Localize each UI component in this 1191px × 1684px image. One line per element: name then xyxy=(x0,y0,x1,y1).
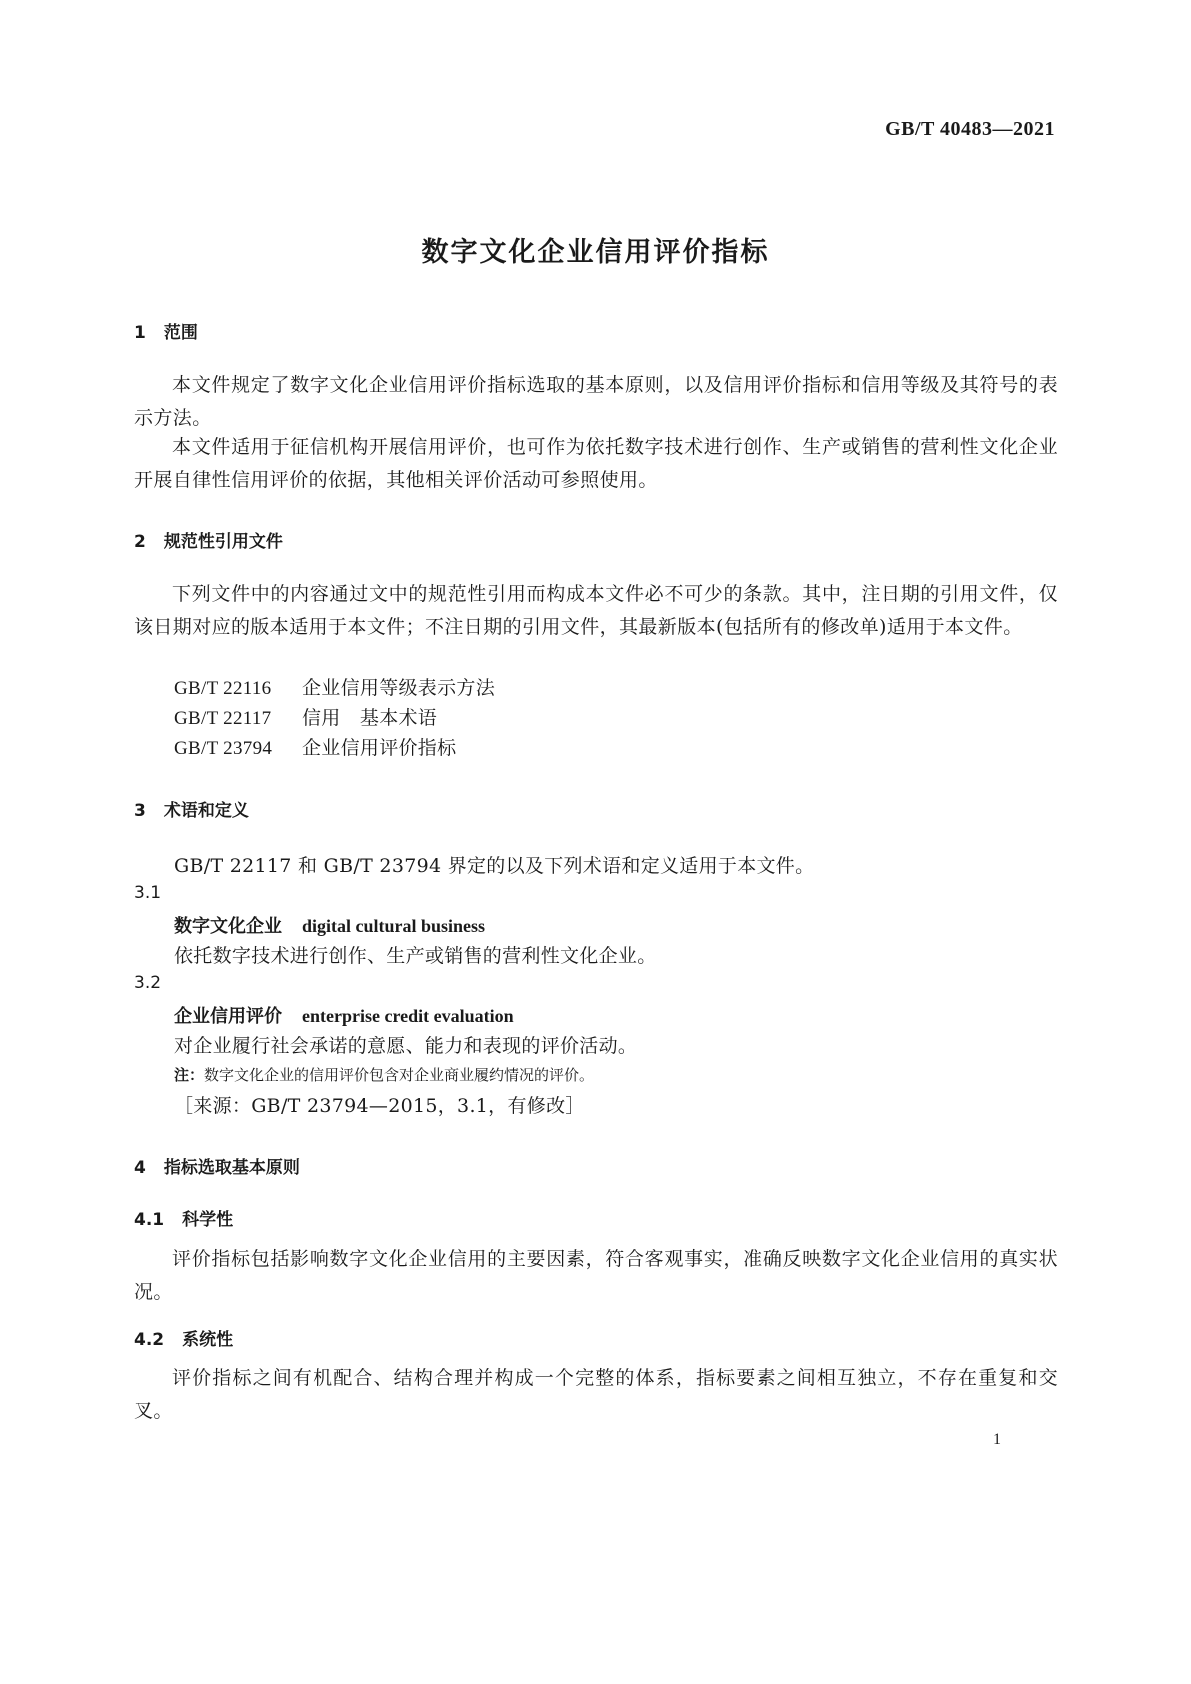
section-number: 3 xyxy=(134,801,146,821)
term-definition: 对企业履行社会承诺的意愿、能力和表现的评价活动。 xyxy=(174,1035,638,1057)
paragraph: 评价指标之间有机配合、结构合理并构成一个完整的体系，指标要素之间相互独立，不存在重复和交叉。 xyxy=(134,1367,1058,1422)
term-en: enterprise credit evaluation xyxy=(302,1006,514,1026)
term-source: ［来源：GB/T 23794—2015，3.1，有修改］ xyxy=(174,1095,585,1117)
section-title: 指标选取基本原则 xyxy=(163,1158,300,1178)
paragraph: 本文件规定了数字文化企业信用评价指标选取的基本原则，以及信用评价指标和信用等级及其符号的表示方法。 xyxy=(134,374,1058,429)
term-en: digital cultural business xyxy=(302,916,486,936)
reference-code: GB/T 22117 xyxy=(174,708,272,729)
reference-title: 企业信用等级表示方法 xyxy=(302,677,496,699)
section-title: 系统性 xyxy=(182,1330,234,1350)
term-number: 3.1 xyxy=(134,883,162,903)
term-entry xyxy=(174,912,485,938)
term-zh: 数字文化企业 xyxy=(174,916,282,937)
standard-number: GB/T 40483—2021 xyxy=(885,118,1055,140)
reference-item xyxy=(174,733,456,760)
section-title: 科学性 xyxy=(182,1210,234,1230)
note-label: 注： xyxy=(174,1066,205,1084)
section-number: 1 xyxy=(134,323,146,343)
reference-code: GB/T 22116 xyxy=(174,678,272,699)
page-number: 1 xyxy=(993,1431,1001,1448)
section-number: 4 xyxy=(134,1158,146,1178)
reference-item xyxy=(174,673,495,700)
section-number: 4.2 xyxy=(134,1330,165,1350)
subsection-heading-4-2 xyxy=(134,1325,233,1350)
note-text: 数字文化企业的信用评价包含对企业商业履约情况的评价。 xyxy=(204,1066,595,1084)
reference-code: GB/T 23794 xyxy=(174,738,273,759)
term-zh: 企业信用评价 xyxy=(174,1006,282,1027)
section-title: 规范性引用文件 xyxy=(163,532,283,552)
section-title: 术语和定义 xyxy=(163,801,249,821)
document-title: 数字文化企业信用评价指标 xyxy=(421,237,770,268)
section-heading-4 xyxy=(134,1153,300,1178)
term-note xyxy=(174,1064,594,1085)
reference-title: 信用 基本术语 xyxy=(302,707,438,729)
terms-intro: GB/T 22117 和 GB/T 23794 界定的以及下列术语和定义适用于本文件。 xyxy=(174,855,815,877)
paragraph: 评价指标包括影响数字文化企业信用的主要因素，符合客观事实，准确反映数字文化企业信用的真实状况。 xyxy=(134,1248,1058,1303)
reference-title: 企业信用评价指标 xyxy=(302,737,457,759)
section-heading-2 xyxy=(134,527,283,552)
paragraph: 本文件适用于征信机构开展信用评价，也可作为依托数字技术进行创作、生产或销售的营利性文化企业开展自律性信用评价的依据，其他相关评价活动可参照使用。 xyxy=(134,436,1058,491)
section-title: 范围 xyxy=(163,323,198,343)
section-number: 2 xyxy=(134,532,146,552)
term-number: 3.2 xyxy=(134,973,162,993)
subsection-heading-4-1 xyxy=(134,1205,233,1230)
term-entry xyxy=(174,1002,514,1028)
section-heading-3 xyxy=(134,796,249,821)
reference-item xyxy=(174,703,437,730)
section-number: 4.1 xyxy=(134,1210,165,1230)
term-definition: 依托数字技术进行创作、生产或销售的营利性文化企业。 xyxy=(174,945,657,967)
paragraph: 下列文件中的内容通过文中的规范性引用而构成本文件必不可少的条款。其中，注日期的引用文件，仅该日期对应的版本适用于本文件；不注日期的引用文件，其最新版本(包括所有的修改单)适用于本文件。 xyxy=(134,583,1058,638)
section-heading-1 xyxy=(134,318,198,343)
